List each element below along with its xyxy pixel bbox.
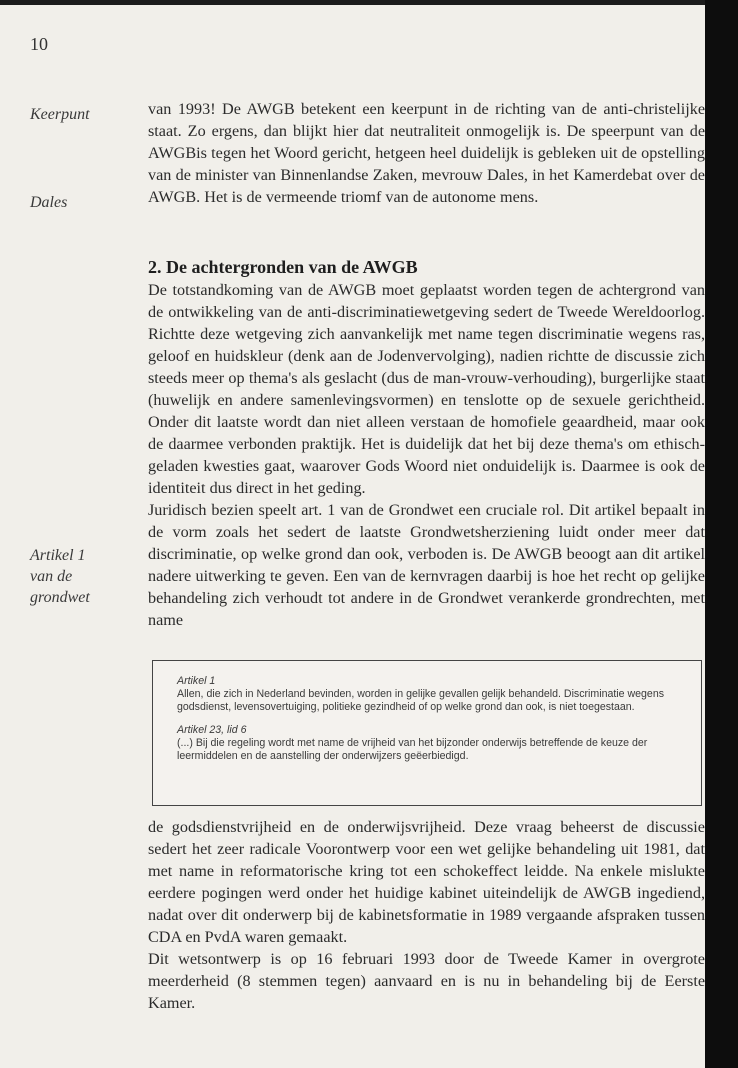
page-number: 10 (30, 34, 48, 54)
margin-note-artikel-line-1: Artikel 1 (30, 547, 86, 564)
artikel-1-heading: Artikel 1 (177, 675, 216, 687)
intro-paragraph-block (148, 98, 705, 208)
margin-note-artikel-line-3: grondwet (30, 589, 90, 606)
margin-note-artikel-line-2: van de (30, 568, 73, 585)
intro-paragraph: van 1993! De AWGB betekent een keerpunt in de richting van de anti-christelijke staat. Zo ergens, dan blijkt hier dat neutraliteit onmogelijk is. De speerpunt van de AWGBis tegen het Woord gericht, hetgeen heel duidelijk is gebleken uit de opstelling van de minister van Binnenlandse Zaken, mevrouw Dales, in het Kamerdebat over de AWGB. Het is de vermeende triomf van de autonome mens. (148, 100, 705, 206)
closing-paragraph-1: de godsdienstvrijheid en de onderwijsvrijheid. Deze vraag beheerst de discussie sedert het zeer radicale Voorontwerp voor een wet gelijke behandeling uit 1981, dat met name in reformatorische kring tot een schokeffect leidde. Na enkele mislukte eerdere pogingen werd onder het huidige kabinet uiteindelijk de AWGB ingediend, nadat over dit onderwerp bij de kabinetsformatie in 1989 vergaande afspraken tussen CDA en PvdA waren gemaakt. (148, 818, 705, 946)
artikel-23-text: (...) Bij die regeling wordt met name de vrijheid van het bijzonder onderwijs betreffende de keuze der leermiddelen en de aanstelling der onderwijzers geëerbiedigd. (177, 737, 648, 762)
section-paragraph-1: De totstandkoming van de AWGB moet geplaatst worden tegen de achtergrond van de ontwikkeling van de anti-discriminatiewetgeving sedert de Tweede Wereldoorlog. Richtte deze wetgeving zich aanvankelijk met name tegen discriminatie wegens ras, geloof en huidskleur (denk aan de Jodenvervolging), nadien richtte de discussie zich steeds meer op thema's als geslacht (dus de man-vrouw-verhouding), burgerlijke staat (huwelijk en andere samenlevingsvormen) en tenslotte op de sexuele gerichtheid. Onder dit laatste wordt dan niet alleen verstaan de homofiele geaardheid, maar ook de daarmee verbonden praktijk. Het is duidelijk dat het bij deze thema's om ethisch-geladen kwesties gaat, waarover Gods Woord niet onduidelijk is. Daarmee is ook de identiteit dus direct in het geding. (148, 281, 705, 497)
section-body (148, 279, 705, 631)
scan-edge-shadow (705, 0, 738, 1068)
section-paragraph-2: Juridisch bezien speelt art. 1 van de Grondwet een cruciale rol. Dit artikel bepaalt in de vorm zoals het sedert de laatste Grondwetsherziening luidt onder meer dat discriminatie, op welke grond dan ook, verboden is. De AWGB beoogt aan dit artikel nadere uitwerking te geven. Een van de kernvragen daarbij is hoe het recht op gelijke behandeling zich verhoudt tot andere in de Grondwet verankerde grondrechten, met name (148, 501, 705, 629)
margin-note-keerpunt: Keerpunt (30, 106, 90, 123)
closing-body (148, 816, 705, 1014)
section-title: 2. De achtergronden van de AWGB (148, 257, 418, 277)
artikel-23-heading: Artikel 23, lid 6 (177, 724, 247, 736)
artikel-1-text: Allen, die zich in Nederland bevinden, worden in gelijke gevallen gelijk behandeld. Discriminatie wegens godsdienst, levensovertuiging, politieke gezindheid of op welke grond dan ook, is niet toegestaan. (177, 688, 665, 713)
margin-note-artikel (30, 545, 140, 608)
top-rule (0, 0, 738, 5)
margin-note-dales: Dales (30, 194, 68, 211)
closing-paragraph-2: Dit wetsontwerp is op 16 februari 1993 door de Tweede Kamer in overgrote meerderheid (8 stemmen tegen) aanvaard en is nu in behandeling bij de Eerste Kamer. (148, 950, 705, 1012)
quoted-articles-box (152, 660, 702, 806)
